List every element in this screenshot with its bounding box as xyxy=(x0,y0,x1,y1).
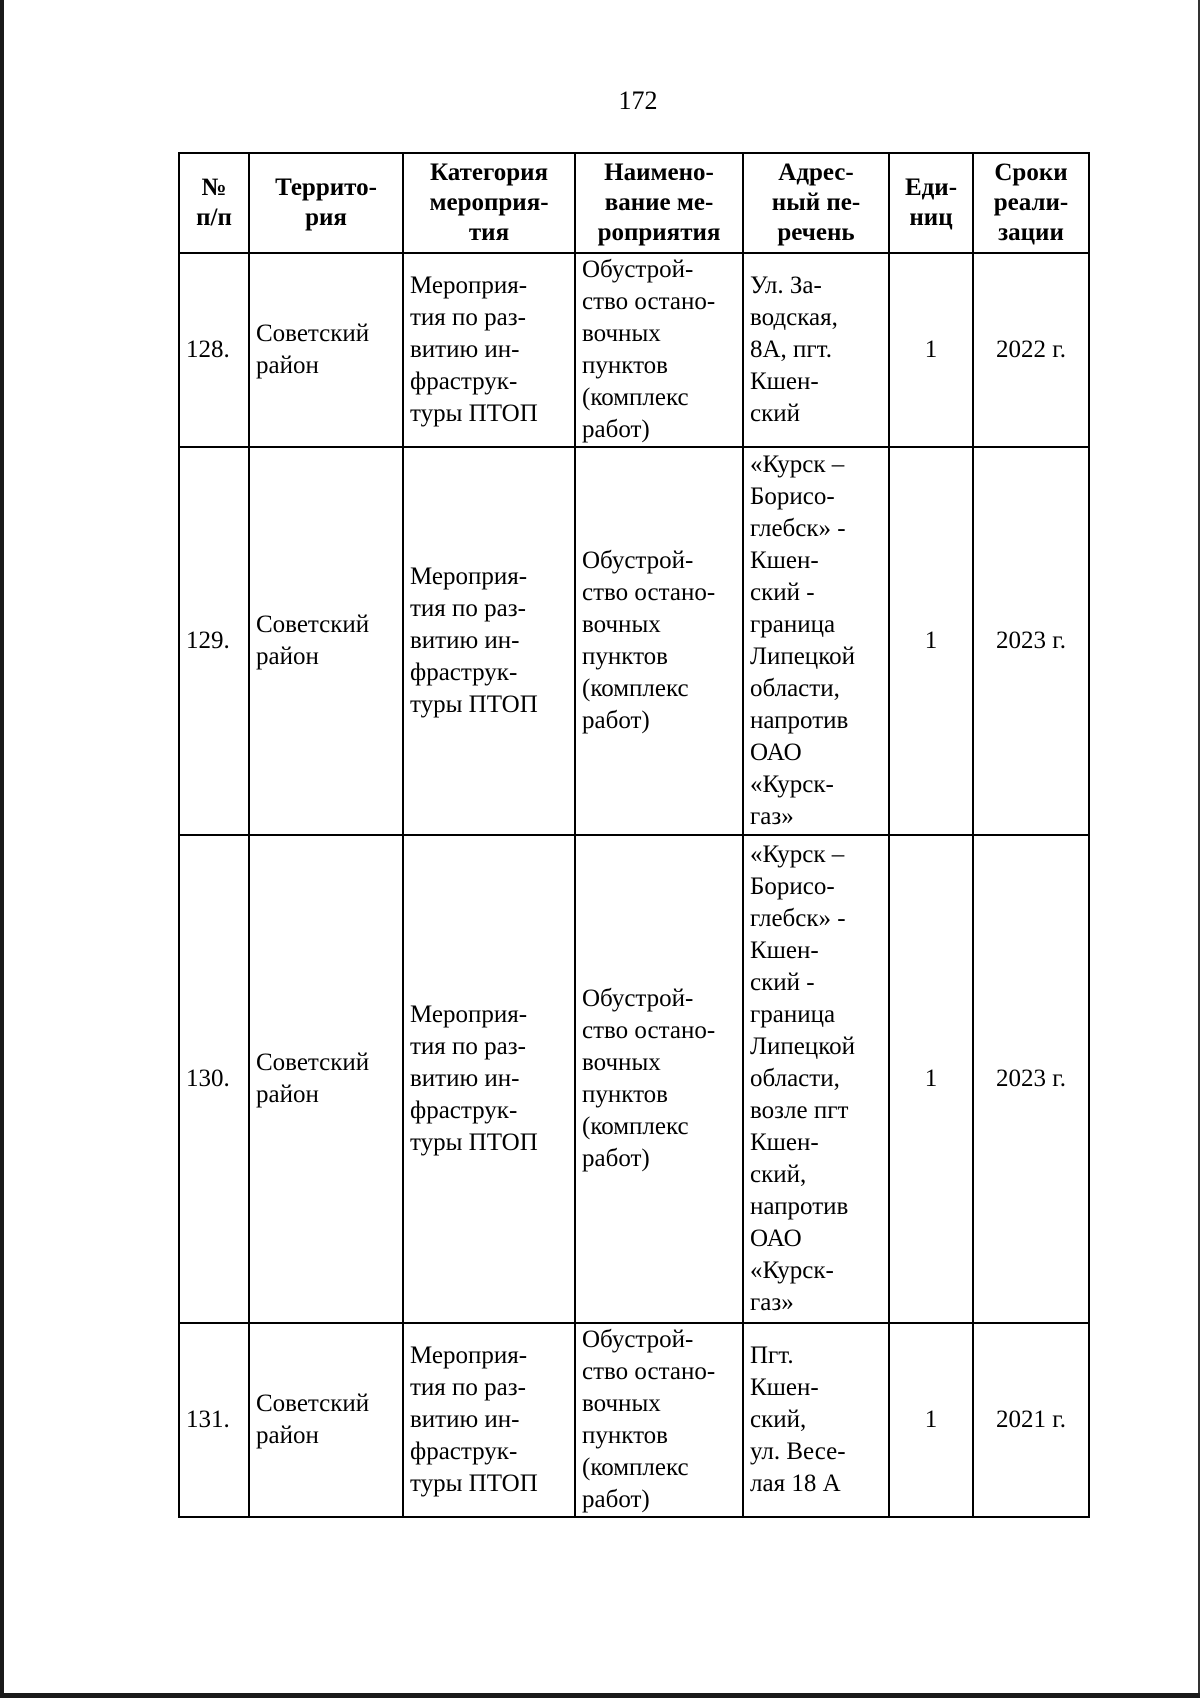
table-header-row xyxy=(179,153,1089,253)
events-table xyxy=(178,152,1090,1518)
page-number: 172 xyxy=(618,86,658,115)
header-term: Сроки реали- зации xyxy=(973,153,1089,253)
cell-event-name: Обустрой- ство остано- вочных пунктов (комплекс работ) xyxy=(575,835,743,1323)
table-row xyxy=(179,253,1089,447)
cell-number: 130. xyxy=(179,835,249,1323)
cell-category: Мероприя- тия по раз- витию ин- фраструк- туры ПТОП xyxy=(403,1323,575,1517)
cell-address: Пгт. Кшен- ский, ул. Весе- лая 18 А xyxy=(743,1323,889,1517)
cell-number: 131. xyxy=(179,1323,249,1517)
cell-units: 1 xyxy=(889,253,973,447)
cell-address: Ул. За- водская, 8А, пгт. Кшен- ский xyxy=(743,253,889,447)
cell-address: «Курск – Борисо- глебск» - Кшен- ский - граница Липецкой области, возле пгт Кшен- ский, напротив ОАО «Курск- газ» xyxy=(743,835,889,1323)
cell-event-name: Обустрой- ство остано- вочных пунктов (комплекс работ) xyxy=(575,253,743,447)
cell-category: Мероприя- тия по раз- витию ин- фраструк- туры ПТОП xyxy=(403,835,575,1323)
cell-event-name: Обустрой- ство остано- вочных пунктов (комплекс работ) xyxy=(575,1323,743,1517)
cell-number: 129. xyxy=(179,447,249,835)
cell-term: 2021 г. xyxy=(973,1323,1089,1517)
header-territory: Террито- рия xyxy=(249,153,403,253)
header-address: Адрес- ный пе- речень xyxy=(743,153,889,253)
header-number: № п/п xyxy=(179,153,249,253)
cell-territory: Советский район xyxy=(249,1323,403,1517)
cell-territory: Советский район xyxy=(249,253,403,447)
cell-term: 2022 г. xyxy=(973,253,1089,447)
table-row xyxy=(179,1323,1089,1517)
cell-term: 2023 г. xyxy=(973,835,1089,1323)
cell-units: 1 xyxy=(889,835,973,1323)
scan-border-bottom xyxy=(0,1693,1200,1698)
cell-address: «Курск – Борисо- глебск» - Кшен- ский - граница Липецкой области, напротив ОАО «Курск- газ» xyxy=(743,447,889,835)
cell-number: 128. xyxy=(179,253,249,447)
cell-units: 1 xyxy=(889,1323,973,1517)
cell-territory: Советский район xyxy=(249,835,403,1323)
cell-territory: Советский район xyxy=(249,447,403,835)
cell-term: 2023 г. xyxy=(973,447,1089,835)
cell-category: Мероприя- тия по раз- витию ин- фраструк- туры ПТОП xyxy=(403,447,575,835)
cell-units: 1 xyxy=(889,447,973,835)
cell-category: Мероприя- тия по раз- витию ин- фраструк- туры ПТОП xyxy=(403,253,575,447)
header-event-name: Наимено- вание ме- роприятия xyxy=(575,153,743,253)
header-category: Категория мероприя- тия xyxy=(403,153,575,253)
header-units: Еди- ниц xyxy=(889,153,973,253)
table-row xyxy=(179,835,1089,1323)
table-row xyxy=(179,447,1089,835)
scan-border-left xyxy=(0,0,4,1698)
cell-event-name: Обустрой- ство остано- вочных пунктов (комплекс работ) xyxy=(575,447,743,835)
